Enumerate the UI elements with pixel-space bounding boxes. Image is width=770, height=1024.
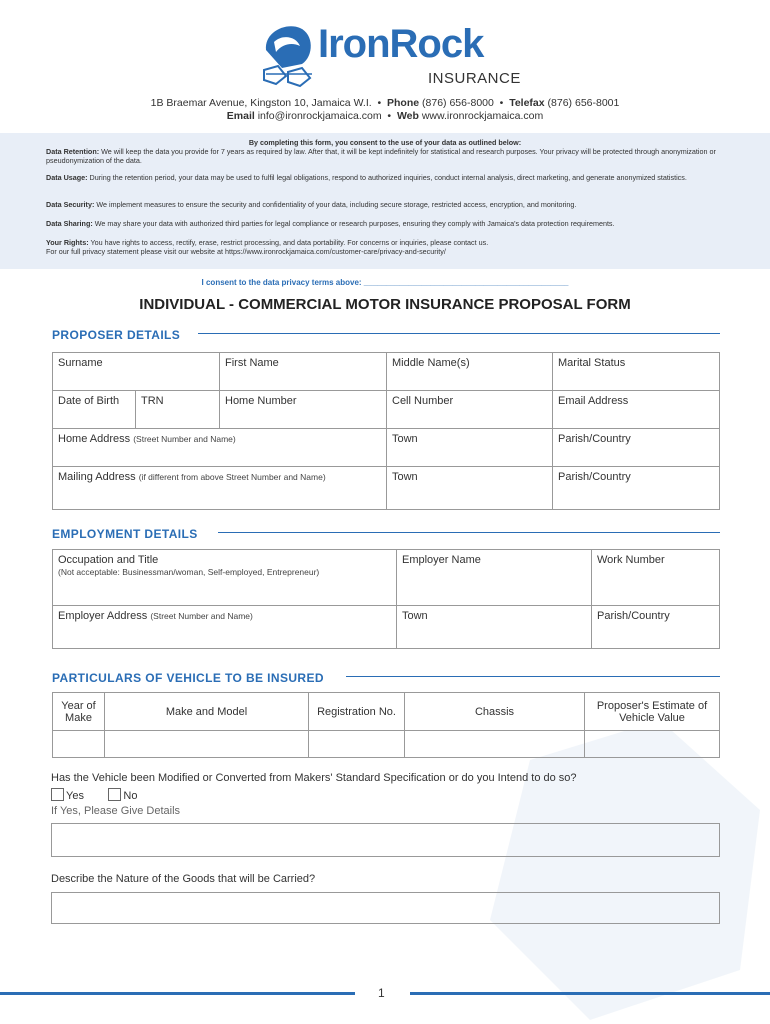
email-label: Email <box>226 110 255 122</box>
logo-icon <box>256 20 318 90</box>
make-model-header: Make and Model <box>104 692 309 731</box>
privacy-intro: By completing this form, you consent to the use of your data as outlined below: <box>248 138 522 147</box>
year-of-make-header: Year of Make <box>52 692 105 731</box>
goods-question: Describe the Nature of the Goods that will be Carried? <box>51 873 316 885</box>
no-label: No <box>123 790 138 802</box>
privacy-retention: Data Retention: We will keep the data you provide for 7 years as required by law. After that, it will be kept indefinitely for statistical and research purposes. Your privacy will be protected through anonymization or pseudonymization of the data. <box>46 147 716 165</box>
telefax-label: Telefax <box>509 97 545 109</box>
surname-field[interactable]: Surname <box>52 352 220 391</box>
first-name-field[interactable]: First Name <box>219 352 387 391</box>
contact-line-2: Email info@ironrockjamaica.com • Web www.ironrockjamaica.com <box>226 110 544 122</box>
privacy-usage: Data Usage: During the retention period, your data may be used to fulfil legal obligations, respond to authorized inquiries, conduct internal analysis, direct marketing, and generate anonymized statistics. <box>46 173 687 182</box>
phone: (876) 656-8000 <box>422 97 494 109</box>
chassis-header: Chassis <box>404 692 585 731</box>
yes-label: Yes <box>66 790 84 802</box>
year-of-make-input[interactable] <box>52 730 105 758</box>
footer-rule-right <box>410 992 770 995</box>
home-parish-field[interactable]: Parish/Country <box>552 428 720 467</box>
privacy-notice <box>0 133 770 269</box>
mailing-parish-field[interactable]: Parish/Country <box>552 466 720 510</box>
privacy-rights: Your Rights: You have rights to access, rectify, erase, restrict processing, and data portability. For concerns or inquiries, please contact us. <box>46 238 489 247</box>
modification-details-input[interactable] <box>51 823 720 857</box>
mailing-town-field[interactable]: Town <box>386 466 553 510</box>
occupation-field[interactable]: Occupation and Title (Not acceptable: Businessman/woman, Self-employed, Entrepreneur) <box>52 549 397 606</box>
telefax: (876) 656-8001 <box>547 97 620 109</box>
estimate-header: Proposer's Estimate of Vehicle Value <box>584 692 720 731</box>
phone-label: Phone <box>387 97 420 109</box>
privacy-security: Data Security: We implement measures to ensure the security and confidentiality of your data, including secure storage, restricted access, encryption, and monitoring. <box>46 200 577 209</box>
form-title: INDIVIDUAL - COMMERCIAL MOTOR INSURANCE PROPOSAL FORM <box>139 296 631 313</box>
proposer-section-title: PROPOSER DETAILS <box>52 328 181 342</box>
estimate-input[interactable] <box>584 730 720 758</box>
brand-name: IronRock <box>318 22 484 66</box>
employer-name-field[interactable]: Employer Name <box>396 549 592 606</box>
employment-section-title: EMPLOYMENT DETAILS <box>52 527 198 541</box>
email-link[interactable]: info@ironrockjamaica.com <box>257 110 382 122</box>
make-model-input[interactable] <box>104 730 309 758</box>
footer-rule-left <box>0 992 355 995</box>
consent-line[interactable]: I consent to the data privacy terms above: ______________________________________________ <box>201 278 569 287</box>
address: 1B Braemar Avenue, Kingston 10, Jamaica W.I. <box>150 97 372 109</box>
home-town-field[interactable]: Town <box>386 428 553 467</box>
employer-town-field[interactable]: Town <box>396 605 592 649</box>
if-yes-label: If Yes, Please Give Details <box>51 805 181 817</box>
proposer-section-rule <box>198 333 720 334</box>
home-number-field[interactable]: Home Number <box>219 390 387 429</box>
contact-line-1: 1B Braemar Avenue, Kingston 10, Jamaica W.I. • Phone (876) 656-8000 • Telefax (876) 656-8001 <box>150 97 620 109</box>
page-number: 1 <box>378 986 385 1000</box>
registration-input[interactable] <box>308 730 405 758</box>
middle-names-field[interactable]: Middle Name(s) <box>386 352 553 391</box>
privacy-sharing: Data Sharing: We may share your data with authorized third parties for legal compliance or research purposes, ensuring they comply with Jamaica's data protection requirements. <box>46 219 615 228</box>
work-number-field[interactable]: Work Number <box>591 549 720 606</box>
registration-header: Registration No. <box>308 692 405 731</box>
dob-field[interactable]: Date of Birth <box>52 390 136 429</box>
trn-field[interactable]: TRN <box>135 390 220 429</box>
no-checkbox[interactable] <box>108 788 121 801</box>
web-label: Web <box>396 110 419 122</box>
marital-status-field[interactable]: Marital Status <box>552 352 720 391</box>
brand-subtitle: INSURANCE <box>428 70 521 87</box>
cell-number-field[interactable]: Cell Number <box>386 390 553 429</box>
mailing-address-field[interactable]: Mailing Address (if different from above Street Number and Name) <box>52 466 387 510</box>
employer-parish-field[interactable]: Parish/Country <box>591 605 720 649</box>
employment-section-rule <box>218 532 720 533</box>
modified-question: Has the Vehicle been Modified or Converted from Makers' Standard Specification or do you Intend to do so? <box>51 772 577 784</box>
goods-description-input[interactable] <box>51 892 720 924</box>
email-address-field[interactable]: Email Address <box>552 390 720 429</box>
yes-checkbox[interactable] <box>51 788 64 801</box>
vehicle-section-rule <box>346 676 720 677</box>
privacy-full-statement: For our full privacy statement please visit our website at https://www.ironrockjamaica.com/customer-care/privacy-and-security/ <box>46 247 446 256</box>
yes-no-options <box>51 788 137 802</box>
web-link[interactable]: www.ironrockjamaica.com <box>421 110 544 122</box>
chassis-input[interactable] <box>404 730 585 758</box>
employer-address-field[interactable]: Employer Address (Street Number and Name) <box>52 605 397 649</box>
vehicle-section-title: PARTICULARS OF VEHICLE TO BE INSURED <box>52 671 324 685</box>
home-address-field[interactable]: Home Address (Street Number and Name) <box>52 428 387 467</box>
